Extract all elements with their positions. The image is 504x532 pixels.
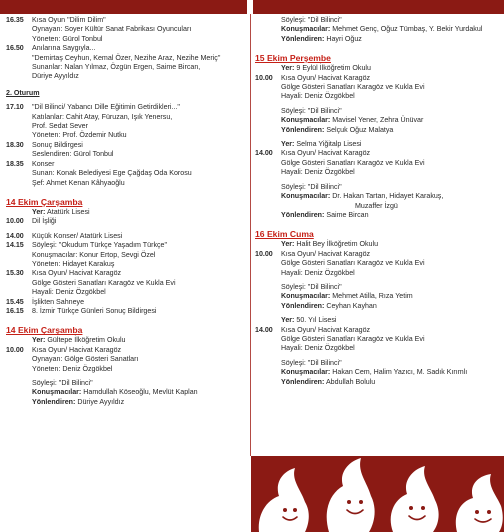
speakers-line: Konuşmacılar: Hamdullah Köseoğlu, Mevlüt Kaplan (32, 388, 198, 397)
schedule-entry (6, 260, 246, 269)
speakers-line: Konuşmacılar: Dr. Hakan Tartan, Hidayet Karakuş, (281, 192, 444, 201)
entry-text: Kısa Oyun/ Hacivat Karagöz (281, 149, 371, 158)
schedule-entry (6, 54, 246, 63)
time-spacer (6, 113, 32, 122)
entry-text: Gölge Gösteri Sanatları Karagöz ve Kukla Evi (281, 259, 425, 268)
footer-illustration (251, 456, 504, 532)
entry-text: "Demirtaş Ceyhun, Kemal Özer, Nezihe Araz, Nezihe Meriç" (32, 53, 221, 62)
schedule-entry (6, 298, 246, 307)
moderator-line: Yönlendiren: Saime Bircan (281, 210, 369, 219)
entry-text: Yöneten: Hidayet Karakuş (32, 259, 115, 268)
day-heading-4: 16 Ekim Cuma (255, 229, 314, 240)
entry-text: Yöneten: Prof. Özdemir Nutku (32, 131, 127, 140)
speakers-line: Konuşmacılar: Mehmet Atilla, Rıza Yetim (281, 292, 413, 301)
schedule-entry (6, 346, 246, 355)
schedule-block-1 (6, 16, 246, 82)
entry-time: 10.00 (255, 249, 273, 258)
schedule-entry (6, 307, 246, 316)
entry-time: 18.30 (6, 140, 24, 149)
entry-text: Kısa Oyun "Dilim Dilim" (32, 16, 106, 24)
entry-text: Seslendiren: Gürol Tonbul (32, 150, 114, 159)
entry-text: Kısa Oyun/ Hacivat Karagöz (281, 325, 371, 334)
time-spacer (6, 63, 32, 72)
schedule-entry (6, 179, 246, 188)
speakers-line: Konuşmacılar: Mehmet Genç, Oğuz Tümbaş, Y. Bekir Yurdakul (281, 25, 483, 34)
venue-line: Yer: Selma Yiğitalp Lisesi (281, 140, 362, 149)
entry-time: 16.15 (6, 306, 24, 315)
schedule-entry (6, 279, 246, 288)
time-spacer (6, 251, 32, 260)
moderator-line: Yönlendiren: Düriye Ayyıldız (32, 397, 125, 406)
entry-text: Söyleşi: "Okudum Türkçe Yaşadım Türkçe" (32, 241, 168, 250)
schedule-entry (6, 16, 246, 25)
talk-title: Söyleşi: "Dil Bilinci" (281, 358, 342, 367)
schedule-entry (6, 288, 246, 297)
entry-text: Prof. Sedat Sever (32, 122, 88, 131)
entry-text: Hayali: Deniz Özgökbel (281, 344, 355, 353)
entry-text: Düriye Ayyıldız (32, 72, 79, 81)
time-spacer (6, 355, 32, 364)
schedule-entry (6, 25, 246, 34)
schedule-entry (255, 259, 495, 268)
schedule-entry (255, 159, 495, 168)
entry-time: 14.15 (6, 241, 24, 250)
schedule-entry (6, 63, 246, 72)
schedule-block-4 (6, 232, 246, 317)
column-divider (250, 14, 251, 456)
entry-text: Sunanlar: Nalan Yılmaz, Özgün Ergen, Saime Bircan, (32, 63, 201, 72)
time-spacer (6, 35, 32, 44)
entry-text: Oynayan: Gölge Gösteri Sanatları (32, 355, 139, 364)
entry-text: Yöneten: Deniz Özgökbel (32, 364, 113, 373)
time-spacer (6, 179, 32, 188)
time-spacer (6, 150, 32, 159)
entry-text: Şef: Ahmet Kenan Kâhyaoğlu (32, 178, 125, 187)
entry-text: Katılanlar: Cahit Atay, Füruzan, Işık Yenersu, (32, 112, 173, 121)
speakers-line-cont: Muzaffer İzgü (355, 201, 398, 210)
talk-title: Söyleşi: "Dil Bilinci" (281, 16, 342, 24)
schedule-entry (255, 92, 495, 101)
time-spacer (255, 259, 281, 268)
talk-title: Söyleşi: "Dil Bilinci" (281, 182, 342, 191)
schedule-entry (255, 344, 495, 353)
schedule-entry (255, 149, 495, 158)
schedule-entry (6, 131, 246, 140)
entry-text: Hayali: Deniz Özgökbel (281, 92, 355, 101)
schedule-block-5 (6, 346, 246, 374)
time-spacer (6, 122, 32, 131)
entry-time: 16.50 (6, 44, 24, 53)
entry-text: Gölge Gösteri Sanatları Karagöz ve Kukla Evi (281, 158, 425, 167)
schedule-block-3 (6, 217, 246, 226)
time-spacer (255, 92, 281, 101)
schedule-entry (255, 269, 495, 278)
schedule-block-r2 (255, 149, 495, 177)
session-heading: 2. Oturum (6, 88, 40, 97)
entry-time: 14.00 (255, 149, 273, 158)
time-spacer (255, 83, 281, 92)
entry-text: Gölge Gösteri Sanatları Karagöz ve Kukla Evi (281, 334, 425, 343)
entry-text: Kısa Oyun/ Hacivat Karagöz (281, 249, 371, 258)
schedule-entry (6, 269, 246, 278)
moderator-line: Yönlendiren: Hayri Oğuz (281, 34, 362, 43)
day-heading-3: 15 Ekim Perşembe (255, 53, 331, 64)
schedule-entry (6, 160, 246, 169)
schedule-block-2 (6, 103, 246, 188)
entry-text: Gölge Gösteri Sanatları Karagöz ve Kukla Evi (281, 83, 425, 92)
entry-text: Yöneten: Gürol Tonbul (32, 34, 103, 43)
schedule-block-r1 (255, 74, 495, 102)
entry-text: Oynayan: Soyer Kültür Sanat Fabrikası Oyuncuları (32, 25, 192, 34)
moderator-line: Yönlendiren: Selçuk Oğuz Malatya (281, 125, 394, 134)
venue-line: Yer: Halit Bey İlköğretim Okulu (281, 240, 379, 249)
schedule-entry (6, 217, 246, 226)
time-spacer (255, 159, 281, 168)
schedule-entry (6, 103, 246, 112)
time-spacer (255, 168, 281, 177)
entry-time: 17.10 (6, 103, 24, 112)
time-spacer (6, 72, 32, 81)
time-spacer (255, 335, 281, 344)
schedule-entry (6, 241, 246, 250)
schedule-entry (6, 35, 246, 44)
talk-title: Söyleşi: "Dil Bilinci" (281, 282, 342, 291)
venue-line: Yer: Atatürk Lisesi (32, 207, 90, 216)
banner-gap (247, 0, 253, 14)
entry-time: 14.00 (255, 325, 273, 334)
entry-text: Konuşmacılar: Konur Ertop, Sevgi Özel (32, 250, 156, 259)
schedule-entry (6, 365, 246, 374)
schedule-entry (6, 251, 246, 260)
schedule-entry (6, 122, 246, 131)
schedule-entry (255, 83, 495, 92)
speakers-line: Konuşmacılar: Mavisel Yener, Zehra Ünüvar (281, 116, 424, 125)
entry-time: 10.00 (6, 345, 24, 354)
time-spacer (6, 260, 32, 269)
day-heading-2: 14 Ekim Çarşamba (6, 325, 83, 336)
talk-title: Söyleşi: "Dil Bilinci" (32, 379, 93, 387)
entry-text: Sunan: Konak Belediyesi Ege Çağdaş Oda Korosu (32, 169, 192, 178)
schedule-entry (6, 355, 246, 364)
entry-time: 16.35 (6, 16, 24, 24)
top-banner (0, 0, 504, 14)
entry-text: İşlikten Sahneye (32, 297, 85, 306)
speakers-line: Konuşmacılar: Hakan Cem, Halim Yazıcı, M. Sadık Kırımlı (281, 368, 468, 377)
entry-text: Hayali: Deniz Özgökbel (281, 168, 355, 177)
schedule-block-r4 (255, 326, 495, 354)
schedule-entry (6, 169, 246, 178)
left-column (6, 16, 246, 407)
time-spacer (6, 279, 32, 288)
time-spacer (6, 169, 32, 178)
venue-line: Yer: 50. Yıl Lisesi (281, 316, 337, 325)
entry-text: Anılarına Saygıyla... (32, 44, 96, 53)
moderator-line: Yönlendiren: Abdullah Bolulu (281, 377, 376, 386)
time-spacer (6, 25, 32, 34)
entry-text: 8. İzmir Türkçe Günleri Sonuç Bildirgesi (32, 306, 157, 315)
schedule-entry (6, 72, 246, 81)
venue-line: Yer: Gültepe İlköğretim Okulu (32, 336, 126, 345)
entry-text: Kısa Oyun/ Hacivat Karagöz (32, 269, 122, 278)
talk-title: Söyleşi: "Dil Bilinci" (281, 106, 342, 115)
entry-time: 14.00 (6, 231, 24, 240)
entry-text: Hayali: Deniz Özgökbel (32, 288, 106, 297)
entry-text: Gölge Gösteri Sanatları Karagöz ve Kukla Evi (32, 278, 176, 287)
entry-time: 10.00 (255, 73, 273, 82)
entry-text: "Dil Bilinci/ Yabancı Dille Eğitimin Getirdikleri..." (32, 103, 180, 112)
entry-text: Konser (32, 159, 55, 168)
entry-time: 10.00 (6, 217, 24, 226)
entry-text: Dil İşliği (32, 217, 57, 226)
time-spacer (255, 269, 281, 278)
time-spacer (6, 365, 32, 374)
schedule-entry (6, 113, 246, 122)
moderator-line: Yönlendiren: Ceyhan Kayhan (281, 301, 377, 310)
time-spacer (6, 288, 32, 297)
time-spacer (6, 54, 32, 63)
schedule-entry (6, 150, 246, 159)
entry-text: Kısa Oyun/ Hacivat Karagöz (281, 73, 371, 82)
entry-time: 18.35 (6, 159, 24, 168)
time-spacer (255, 344, 281, 353)
smiling-flames-icon (251, 456, 504, 532)
entry-text: Hayali: Deniz Özgökbel (281, 268, 355, 277)
schedule-block-r3 (255, 250, 495, 278)
schedule-entry (255, 326, 495, 335)
entry-text: Kısa Oyun/ Hacivat Karagöz (32, 345, 122, 354)
schedule-entry (255, 168, 495, 177)
entry-text: Küçük Konser/ Atatürk Lisesi (32, 231, 123, 240)
schedule-entry (6, 141, 246, 150)
venue-line: Yer: 9 Eylül İlköğretim Okulu (281, 64, 371, 73)
schedule-entry (255, 335, 495, 344)
schedule-entry (6, 232, 246, 241)
schedule-entry (255, 74, 495, 83)
schedule-entry (6, 44, 246, 53)
schedule-entry (255, 250, 495, 259)
entry-text: Sonuç Bildirgesi (32, 140, 83, 149)
entry-time: 15.30 (6, 269, 24, 278)
entry-time: 15.45 (6, 297, 24, 306)
time-spacer (6, 131, 32, 140)
right-column (255, 16, 495, 387)
day-heading-1: 14 Ekim Çarşamba (6, 196, 83, 207)
